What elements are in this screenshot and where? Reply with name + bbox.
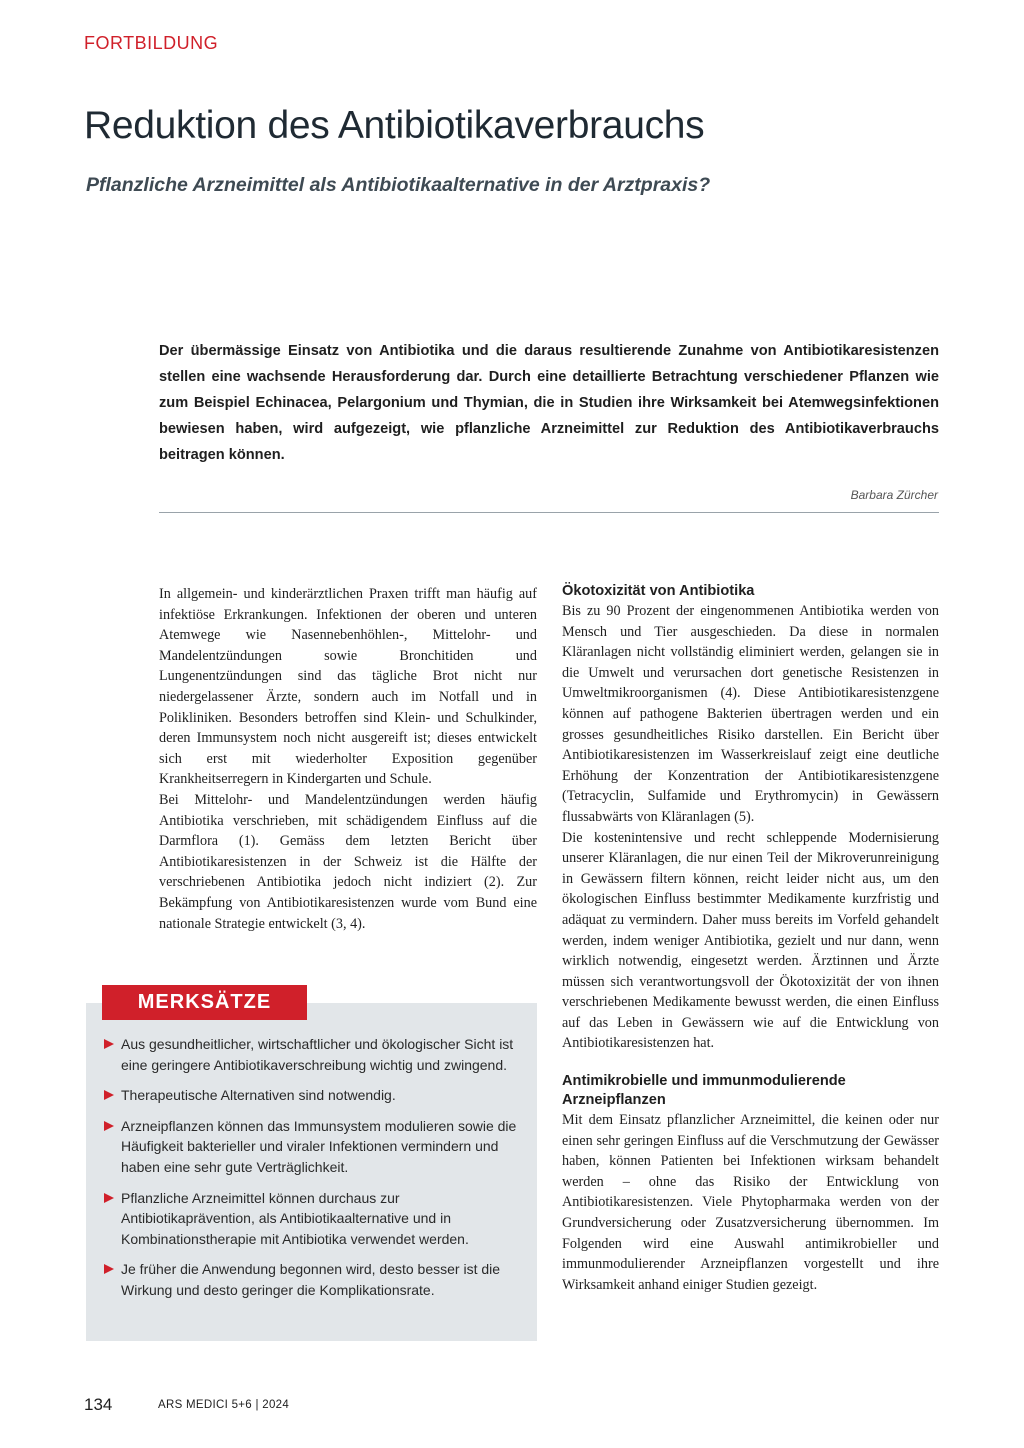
triangle-bullet-icon — [104, 1090, 114, 1100]
section-heading-arzneipflanzen: Antimikrobielle und immunmodulierende Arzneipflanzen — [562, 1073, 846, 1109]
list-item-text: Pflanzliche Arzneimittel können durchaus zur Antibiotikaprävention, als Antibiotikaalternative und in Kombinationstherapie mit Antibiotika verwendet werden. — [121, 1189, 469, 1247]
lead-paragraph: Der übermässige Einsatz von Antibiotika und die daraus resultierende Zunahme von Antibiotikaresistenzen stellen eine wachsende Herausforderung dar. Durch eine detaillierte Betrachtung verschiedener Pflanzen wie zum Beispiel Echinacea, Pelargonium und Thymian, die in Studien ihre Wirksamkeit bei Atemwegsinfektionen bewiesen haben, wird aufgezeigt, wie pflanzliche Arzneimittel zur Reduktion des Antibiotikaverbrauchs beitragen können. — [159, 343, 939, 463]
lead-divider — [159, 512, 939, 513]
triangle-bullet-icon — [104, 1121, 114, 1131]
list-item — [104, 1116, 524, 1178]
list-item-text: Arzneipflanzen können das Immunsystem modulieren sowie die Häufigkeit bakterieller und viraler Infektionen vermindern und haben eine sehr gute Verträglichkeit. — [121, 1117, 517, 1175]
merksaetze-label: MERKSÄTZE — [102, 985, 307, 1020]
right-column — [562, 582, 939, 1295]
section-heading-oekotoxizitaet: Ökotoxizität von Antibiotika — [562, 583, 755, 599]
triangle-bullet-icon — [104, 1264, 114, 1274]
list-item-text: Aus gesundheitlicher, wirtschaftlicher und ökologischer Sicht ist eine geringere Antibiotikaverschreibung wichtig und zwingend. — [121, 1036, 514, 1073]
page-subtitle: Pflanzliche Arzneimittel als Antibiotikaalternative in der Arztpraxis? — [86, 174, 711, 196]
list-item — [104, 1188, 524, 1250]
page-number: 134 — [84, 1395, 113, 1414]
page-title: Reduktion des Antibiotikaverbrauchs — [84, 104, 705, 147]
body-paragraph: Die kostenintensive und recht schleppende Modernisierung unserer Kläranlagen, die nur einen Teil der Mikroverunreinigung in Gewässern filtern können, reicht leider nicht aus, um den ökologischen Einfluss bestimmter Medikamente kurzfristig und adäquat zu vermindern. Daher muss bereits im Vorfeld gehandelt werden, indem weniger Antibiotika, gezielt und nur dann, wenn wirklich notwendig, eingesetzt werden. Ärztinnen und Ärzte müssen sich verantwortungsvoll der Ökotoxizität der von ihnen verschriebenen Medikamente bewusst werden, die einen Einfluss auf das Leben in Gewässern wie auf die Entwicklung von Antibiotikaresistenzen hat. — [562, 829, 939, 1052]
section-label: FORTBILDUNG — [84, 33, 219, 53]
body-paragraph: Mit dem Einsatz pflanzlicher Arzneimittel, die keinen oder nur einen sehr geringen Einfluss auf die Verschmutzung der Gewässer haben, können Patienten bei Infektionen wirksam behandelt werden – ohne das Risiko der Entwicklung von Antibiotikaresistenzen. Viele Phytopharmaka werden von der Grundversicherung oder Zusatzversicherung übernommen. Im Folgenden wird eine Auswahl antimikrobieller und immunmodulierender Arzneipflanzen vorgestellt und ihre Wirksamkeit anhand einiger Studien gezeigt. — [562, 1112, 939, 1293]
list-item — [104, 1259, 524, 1300]
triangle-bullet-icon — [104, 1193, 114, 1203]
triangle-bullet-icon — [104, 1039, 114, 1049]
body-paragraph: Bis zu 90 Prozent der eingenommenen Antibiotika werden von Mensch und Tier ausgeschieden. Da diese in normalen Kläranlagen nicht vollständig eliminiert werden, gelangen sie in die Umwelt und verursachen dort genetische Resistenzen in Umweltmikroorganismen (4). Diese Antibiotikaresistenzgene können auf pathogene Bakterien übertragen werden und ein grosses gesundheitliches Risiko darstellen. Ein Bericht über Antibiotikaresistenzen im Wasserkreislauf zeigt eine deutliche Erhöhung der Konzentration der Antibiotikaresistenzgene (Tetracyclin, Sulfamide und Erythromycin) in Gewässern flussabwärts von Kläranlagen (5). — [562, 603, 939, 825]
list-item-text: Je früher die Anwendung begonnen wird, desto besser ist die Wirkung und desto geringer die Komplikationsrate. — [121, 1261, 501, 1298]
left-column — [159, 584, 537, 934]
list-item — [104, 1085, 524, 1106]
journal-issue: ARS MEDICI 5+6 | 2024 — [158, 1399, 290, 1411]
author-name: Barbara Zürcher — [850, 488, 938, 502]
body-paragraph: In allgemein- und kinderärztlichen Praxen trifft man häufig auf infektiöse Erkrankungen. Infektionen der oberen und unteren Atemwege wie Nasennebenhöhlen-, Mittelohr- und Mandelentzündungen sowie Bronchitiden und Lungenentzündungen sind das tägliche Brot nicht nur niedergelassener Ärzte, sondern auch im Notfall und in Polikliniken. Besonders betroffen sind Klein- und Schulkinder, deren Immunsystem noch nicht ausgereift ist; dieses entwickelt sich erst mit wiederholter Exposition gegenüber Krankheitserregern in Kindergarten und Schule. — [159, 586, 537, 788]
list-item-text: Therapeutische Alternativen sind notwendig. — [121, 1087, 396, 1104]
body-paragraph: Bei Mittelohr- und Mandelentzündungen werden häufig Antibiotika verschrieben, mit schädigendem Einfluss auf die Darmflora (1). Gemäss dem letzten Bericht über Antibiotikaresistenzen in der Schweiz ist die Hälfte der verschriebenen Antibiotika jedoch nicht indiziert (2). Zur Bekämpfung von Antibiotikaresistenzen wurde vom Bund eine nationale Strategie entwickelt (3, 4). — [159, 791, 537, 932]
list-item — [104, 1034, 524, 1075]
merksaetze-list — [104, 1034, 524, 1311]
